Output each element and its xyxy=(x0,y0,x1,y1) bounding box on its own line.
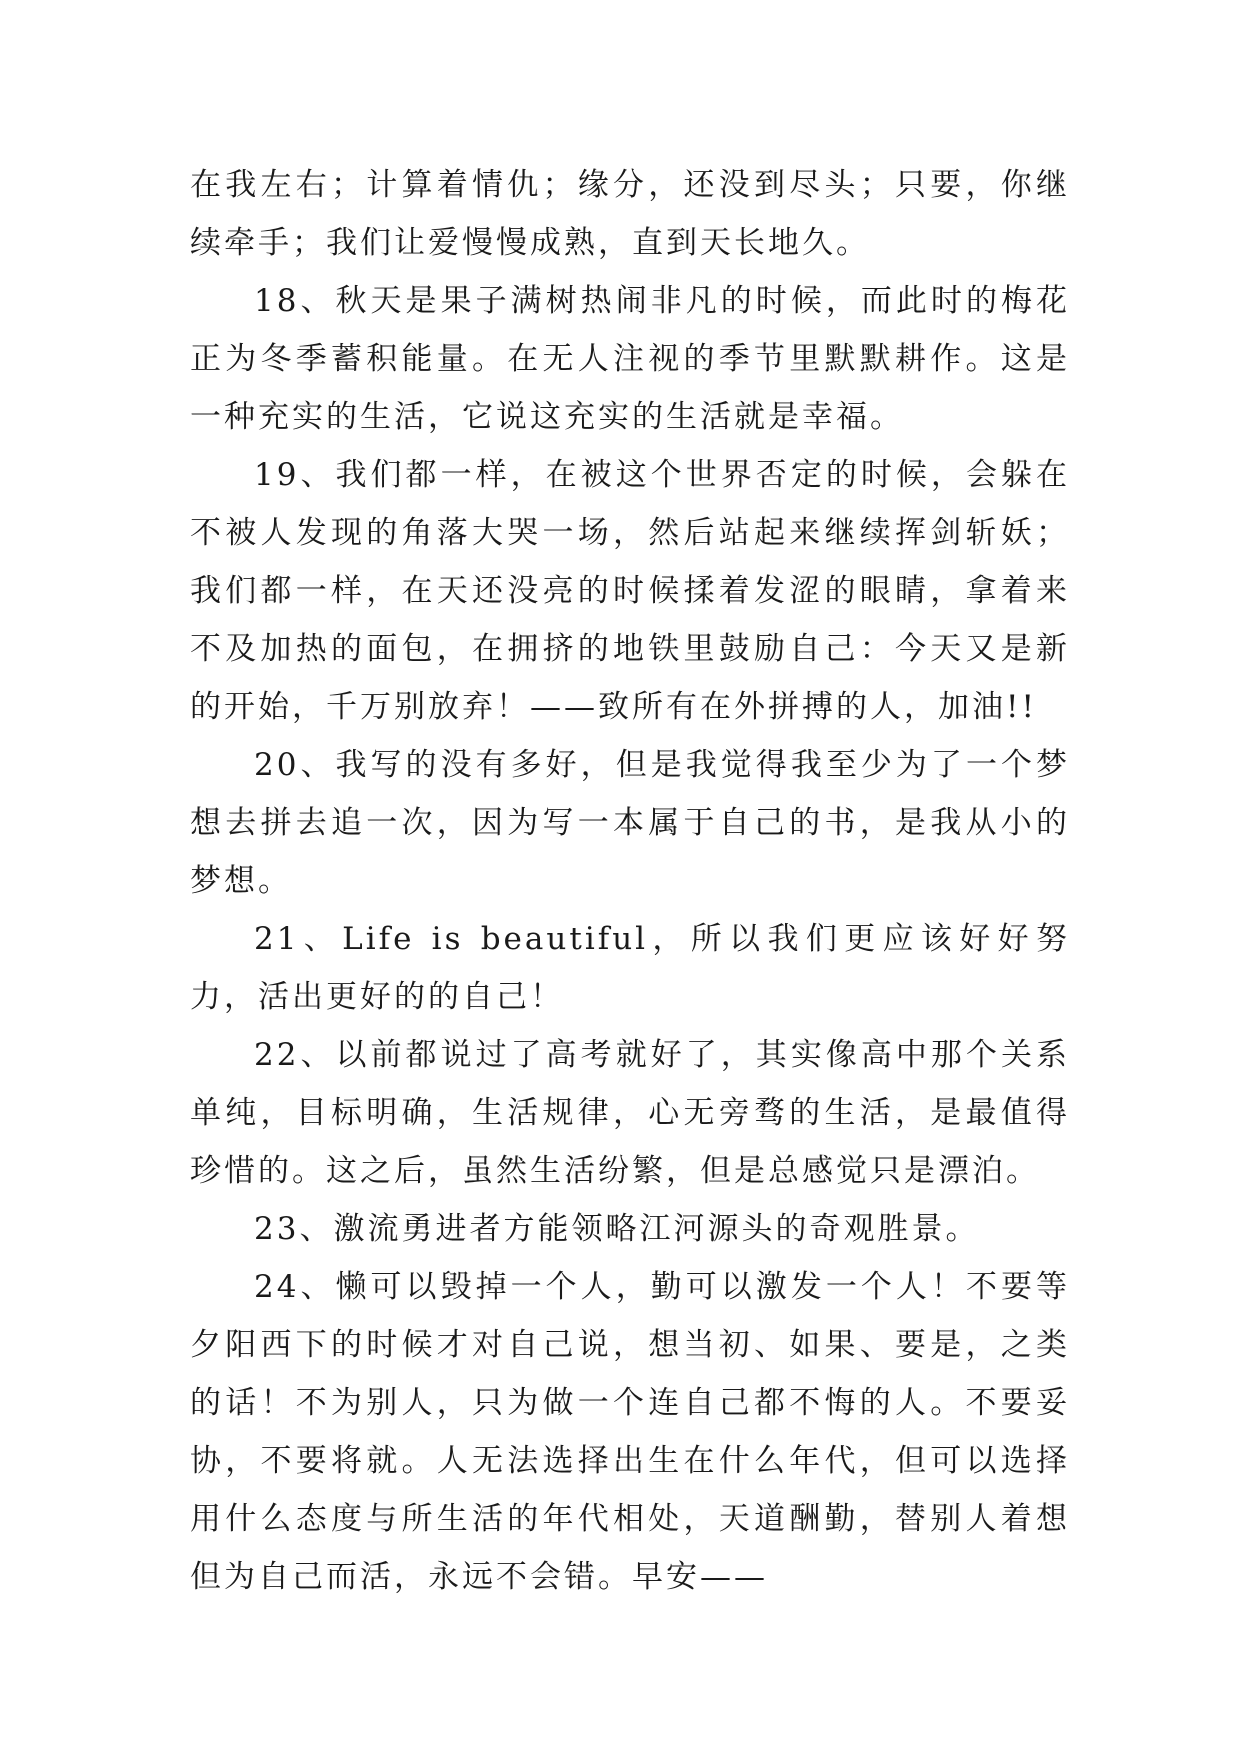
paragraph-20: 20、我写的没有多好，但是我觉得我至少为了一个梦想去拼去追一次，因为写一本属于自己的书，是我从小的梦想。 xyxy=(190,747,1070,899)
paragraph-continuation: 在我左右；计算着情仇；缘分，还没到尽头；只要，你继续牵手；我们让爱慢慢成熟，直到天长地久。 xyxy=(190,167,1070,261)
paragraph-19: 19、我们都一样，在被这个世界否定的时候，会躲在不被人发现的角落大哭一场，然后站起来继续挥剑斩妖；我们都一样，在天还没亮的时候揉着发涩的眼睛，拿着来不及加热的面包，在拥挤的地铁里鼓励自己：今天又是新的开始，千万别放弃！——致所有在外拼搏的人，加油!! xyxy=(190,457,1070,725)
paragraph-21: 21、Life is beautiful，所以我们更应该好好努力，活出更好的的自己！ xyxy=(190,921,1070,1015)
paragraph-18: 18、秋天是果子满树热闹非凡的时候，而此时的梅花正为冬季蓄积能量。在无人注视的季节里默默耕作。这是一种充实的生活，它说这充实的生活就是幸福。 xyxy=(190,283,1070,435)
paragraph-24: 24、懒可以毁掉一个人，勤可以激发一个人！不要等夕阳西下的时候才对自己说，想当初、如果、要是，之类的话！不为别人，只为做一个连自己都不悔的人。不要妥协，不要将就。人无法选择出生在什么年代，但可以选择用什么态度与所生活的年代相处，天道酬勤，替别人着想但为自己而活，永远不会错。早安—— xyxy=(190,1269,1070,1595)
paragraph-22: 22、以前都说过了高考就好了，其实像高中那个关系单纯，目标明确，生活规律，心无旁骛的生活，是最值得珍惜的。这之后，虽然生活纷繁，但是总感觉只是漂泊。 xyxy=(190,1037,1070,1189)
document-body xyxy=(190,156,1070,1606)
paragraph-23: 23、激流勇进者方能领略江河源头的奇观胜景。 xyxy=(254,1211,980,1247)
